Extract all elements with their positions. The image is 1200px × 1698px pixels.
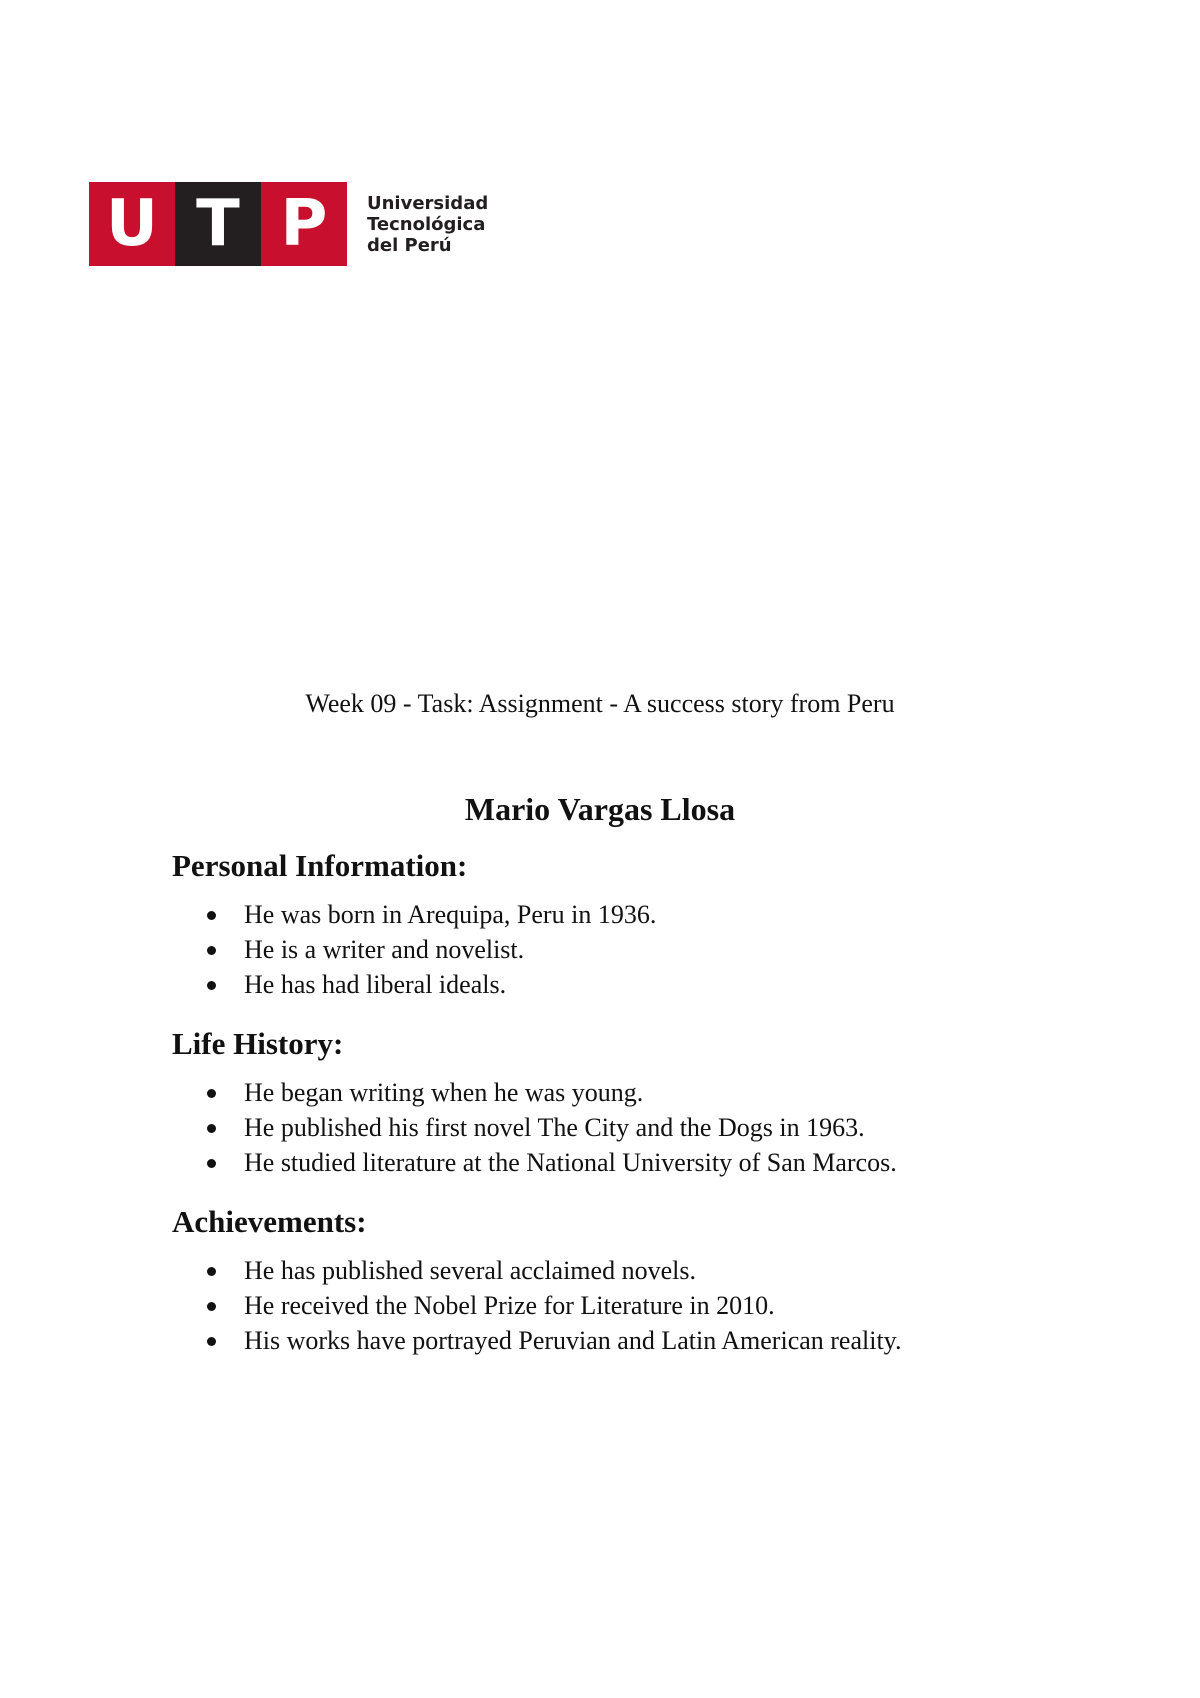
list-item-text: He was born in Arequipa, Peru in 1936. (244, 900, 657, 929)
section-personal-information (172, 847, 1132, 1002)
list-item (172, 1323, 1132, 1358)
section-achievements (172, 1203, 1132, 1358)
logo-university-name (367, 193, 488, 256)
list-item (172, 1110, 1132, 1145)
list-item-text: He is a writer and novelist. (244, 935, 525, 964)
bullet-icon (207, 1124, 216, 1133)
list-item (172, 932, 1132, 967)
list-item-text: He studied literature at the National University of San Marcos. (244, 1148, 897, 1177)
list-item-text: He received the Nobel Prize for Literature in 2010. (244, 1291, 775, 1320)
logo-name-line-2: Tecnológica (367, 213, 486, 235)
bullet-icon (207, 1159, 216, 1168)
bullet-icon (207, 911, 216, 920)
logo-name-line-1: Universidad (367, 192, 489, 214)
bullet-icon (207, 1089, 216, 1098)
list-item (172, 1145, 1132, 1180)
list-item-text: He began writing when he was young. (244, 1078, 644, 1107)
person-name-heading: Mario Vargas Llosa (464, 791, 736, 827)
list-item (172, 967, 1132, 1002)
list-item-text: He has had liberal ideals. (244, 970, 507, 999)
list-item (172, 1288, 1132, 1323)
logo-letter-t: T (175, 182, 261, 266)
bullet-list (172, 1075, 1132, 1180)
logo-name-line-3: del Perú (367, 234, 452, 256)
bullet-icon (207, 981, 216, 990)
bullet-list (172, 897, 1132, 1002)
bullet-icon (207, 1302, 216, 1311)
logo-letter-u: U (89, 182, 175, 266)
bullet-icon (207, 946, 216, 955)
bullet-list (172, 1253, 1132, 1358)
list-item-text: He has published several acclaimed novels. (244, 1256, 696, 1285)
logo-letter-p: P (261, 182, 347, 266)
list-item-text: His works have portrayed Peruvian and Latin American reality. (244, 1326, 902, 1355)
list-item (172, 1253, 1132, 1288)
list-item (172, 897, 1132, 932)
bullet-icon (207, 1337, 216, 1346)
section-heading: Life History: (172, 1026, 344, 1061)
list-item (172, 1075, 1132, 1110)
task-title: Week 09 - Task: Assignment - A success story from Peru (305, 689, 895, 718)
section-heading: Achievements: (172, 1204, 367, 1239)
list-item-text: He published his first novel The City and the Dogs in 1963. (244, 1113, 865, 1142)
section-heading: Personal Information: (172, 848, 468, 883)
section-life-history (172, 1025, 1132, 1180)
utp-logo (89, 182, 488, 266)
bullet-icon (207, 1267, 216, 1276)
